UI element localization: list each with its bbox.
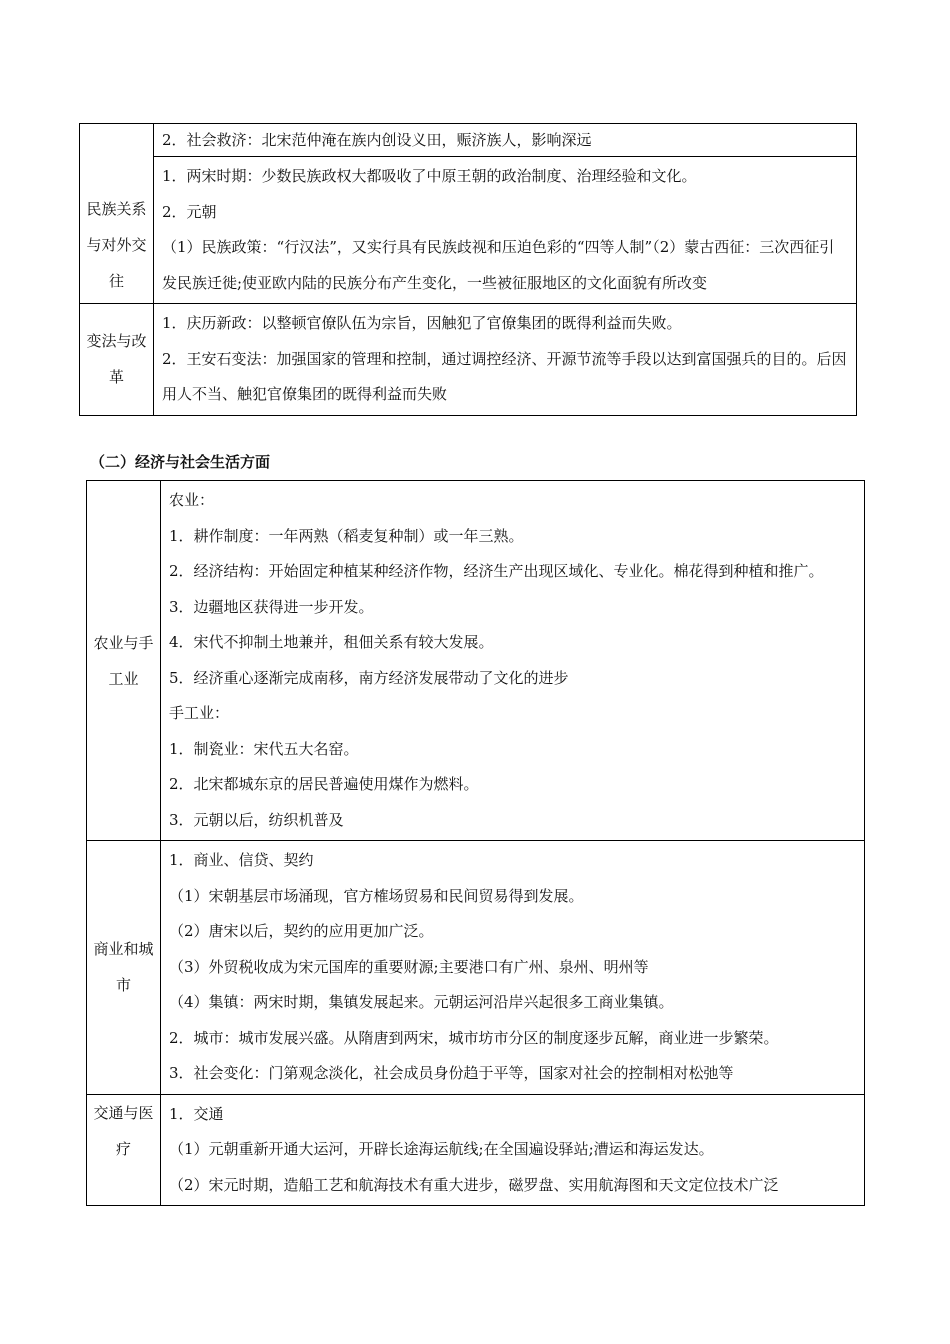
content-line: 1．商业、信贷、契约 (169, 851, 314, 869)
row-content (161, 1094, 865, 1206)
table-row (87, 481, 865, 841)
economy-table (86, 480, 865, 1206)
row-category (87, 1094, 161, 1206)
content-line: 1．庆历新政：以整顿官僚队伍为宗旨，因触犯了官僚集团的既得利益而失败。 (162, 314, 682, 332)
content-line: 1．制瓷业：宋代五大名窑。 (169, 739, 359, 758)
category-label: 交通与医疗 (93, 1103, 154, 1158)
row-content (161, 481, 865, 841)
category-label: 商业和城市 (93, 940, 154, 995)
content-line: （2）唐宋以后，契约的应用更加广泛。 (169, 922, 434, 940)
content-line: （1）元朝重新开通大运河，开辟长途海运航线;在全国遍设驿站;漕运和海运发达。 (169, 1140, 714, 1158)
content-line: 5．经济重心逐渐完成南移，南方经济发展带动了文化的进步 (169, 668, 569, 687)
section-heading: （二）经济与社会生活方面 (90, 453, 271, 471)
category-label: 农业与手工业 (93, 633, 154, 688)
content-line: 1．两宋时期：少数民族政权大都吸收了中原王朝的政治制度、治理经验和文化。 (162, 167, 697, 185)
content-line: （2）宋元时期，造船工艺和航海技术有重大进步，磁罗盘、实用航海图和天文定位技术广泛 (169, 1175, 779, 1194)
row-content (154, 124, 857, 157)
category-label: 变法与改革 (86, 332, 147, 387)
political-table (79, 123, 857, 416)
content-line: 农业： (169, 491, 215, 509)
table-row (80, 304, 857, 416)
table-row (80, 157, 857, 304)
content-line: （1）宋朝基层市场涌现，官方榷场贸易和民间贸易得到发展。 (169, 886, 584, 905)
content-line: 2．元朝 (162, 202, 217, 221)
row-category (87, 841, 161, 1095)
table-row (87, 1094, 865, 1206)
content-line: 3．社会变化：门第观念淡化，社会成员身份趋于平等，国家对社会的控制相对松弛等 (169, 1064, 734, 1082)
content-line: （3）外贸税收成为宋元国库的重要财源;主要港口有广州、泉州、明州等 (169, 957, 649, 976)
row-content (154, 157, 857, 304)
content-line: 4．宋代不抑制土地兼并，租佃关系有较大发展。 (169, 633, 494, 651)
table-row (80, 124, 857, 157)
content-line: 1．耕作制度：一年两熟（稻麦复种制）或一年三熟。 (169, 526, 524, 545)
content-line: 2．北宋都城东京的居民普遍使用煤作为燃料。 (169, 775, 479, 793)
row-content (154, 304, 857, 416)
row-category (80, 124, 154, 304)
row-content (161, 841, 865, 1095)
content-line: 2．社会救济：北宋范仲淹在族内创设义田，赈济族人，影响深远 (162, 131, 592, 149)
content-line: 手工业： (169, 704, 230, 722)
content-line: 3．元朝以后，纺织机普及 (169, 810, 344, 829)
content-line: 1．交通 (169, 1104, 224, 1123)
content-line: （4）集镇：两宋时期，集镇发展起来。元朝运河沿岸兴起很多工商业集镇。 (169, 993, 674, 1011)
content-line: 3．边疆地区获得进一步开发。 (169, 597, 374, 616)
row-category (87, 481, 161, 841)
category-label: 民族关系与对外交往 (86, 200, 147, 290)
content-line: 2．王安石变法：加强国家的管理和控制，通过调控经济、开源节流等手段以达到富国强兵的目的。后因用人不当、触犯官僚集团的既得利益而失败 (162, 349, 847, 403)
content-line: （1）民族政策：“行汉法”，又实行具有民族歧视和压迫色彩的“四等人制”（2）蒙古西征：三次西征引发民族迁徙;使亚欧内陆的民族分布产生变化，一些被征服地区的文化面貌有所改变 (162, 238, 835, 292)
content-line: 2．经济结构：开始固定种植某种经济作物，经济生产出现区域化、专业化。棉花得到种植和推广。 (169, 562, 824, 580)
row-category (80, 304, 154, 416)
table-row (87, 841, 865, 1095)
content-line: 2．城市：城市发展兴盛。从隋唐到两宋，城市坊市分区的制度逐步瓦解，商业进一步繁荣。 (169, 1028, 779, 1047)
